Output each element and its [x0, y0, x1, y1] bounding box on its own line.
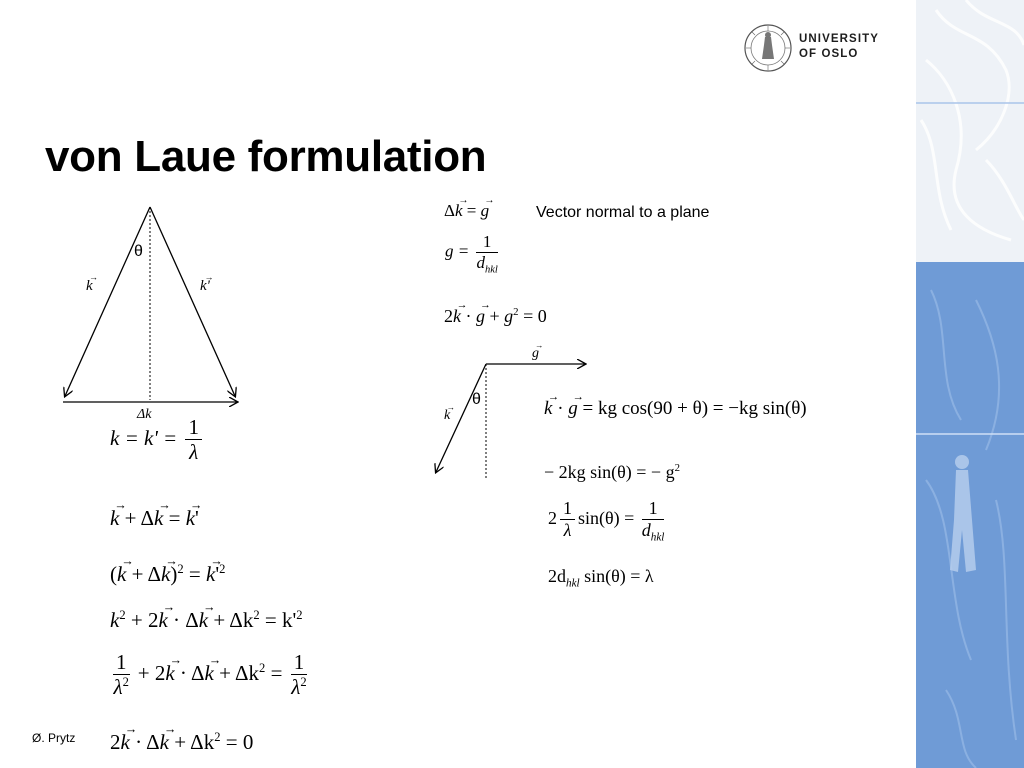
- equation-k-magnitude: k = k' = $\frac{1}{\lambda}$: [110, 415, 205, 465]
- logo-line-2: OF OSLO: [799, 48, 859, 60]
- logo-line-1: UNIVERSITY: [799, 33, 880, 45]
- equation-bragg-law: $2d_{hkl}$ sin(θ) = λ: [548, 566, 654, 590]
- vector-normal-caption: Vector normal to a plane: [536, 204, 710, 221]
- decorative-side-panel: [916, 0, 1024, 768]
- equation-expanded-square: $k^2 + 2k$ → · Δk → + $\Delta k^2 = k'^2$: [110, 608, 303, 633]
- equation-lambda-form: $\frac{1}{\lambda^2}$ + 2k → · Δk → + $\Delta k^2$ = $\frac{1}{\lambda^2}$: [110, 650, 310, 700]
- angle-g-label: g →: [532, 346, 539, 362]
- equation-g-reciprocal-d: g = $\frac{1}{d_{hkl}}$: [445, 232, 498, 275]
- equation-laue-condition: 2k → · g → + $g^2 = 0$: [444, 306, 547, 327]
- equation-delta-k-equals-g: Δk → = g →: [444, 201, 489, 221]
- equation-final-laue: 2k → · Δk → + $\Delta k^2 = 0$: [110, 730, 253, 755]
- equation-k-plus-delta-k: k → + Δk → = k →': [110, 506, 199, 531]
- author-credit: Ø. Prytz: [32, 731, 76, 745]
- angle-theta-label: θ: [472, 391, 481, 408]
- triangle-k-prime-label-text: k' →: [200, 278, 210, 295]
- triangle-delta-k-label: Δk: [137, 407, 152, 422]
- equation-squared-sum: (k → + $\Delta k \to)^2 = k \to'^2$: [110, 562, 225, 587]
- triangle-k-prime-label: [200, 278, 210, 295]
- angle-k-label: k →: [444, 408, 450, 424]
- equation-minus-2kg-sin: − 2kg sin(θ) = − $g^2$: [544, 462, 680, 482]
- university-logo: [743, 23, 903, 75]
- triangle-theta-label: θ: [134, 243, 143, 260]
- university-seal-icon: [743, 23, 793, 73]
- slide-title: von Laue formulation: [45, 132, 487, 181]
- scattered-wavevector-arrow: [150, 207, 235, 396]
- triangle-k-label: k →: [86, 278, 93, 295]
- incident-wavevector-arrow: [65, 207, 150, 396]
- equation-dot-product-cosine: k → · g → = kg cos(90 + θ) = −kg sin(θ): [544, 398, 807, 420]
- equation-two-over-lambda-sin: 2 $\frac{1}{\lambda}$ sin(θ) = $\frac{1}{d_{hkl}}$: [548, 498, 665, 544]
- scattering-triangle-diagram: [55, 200, 255, 430]
